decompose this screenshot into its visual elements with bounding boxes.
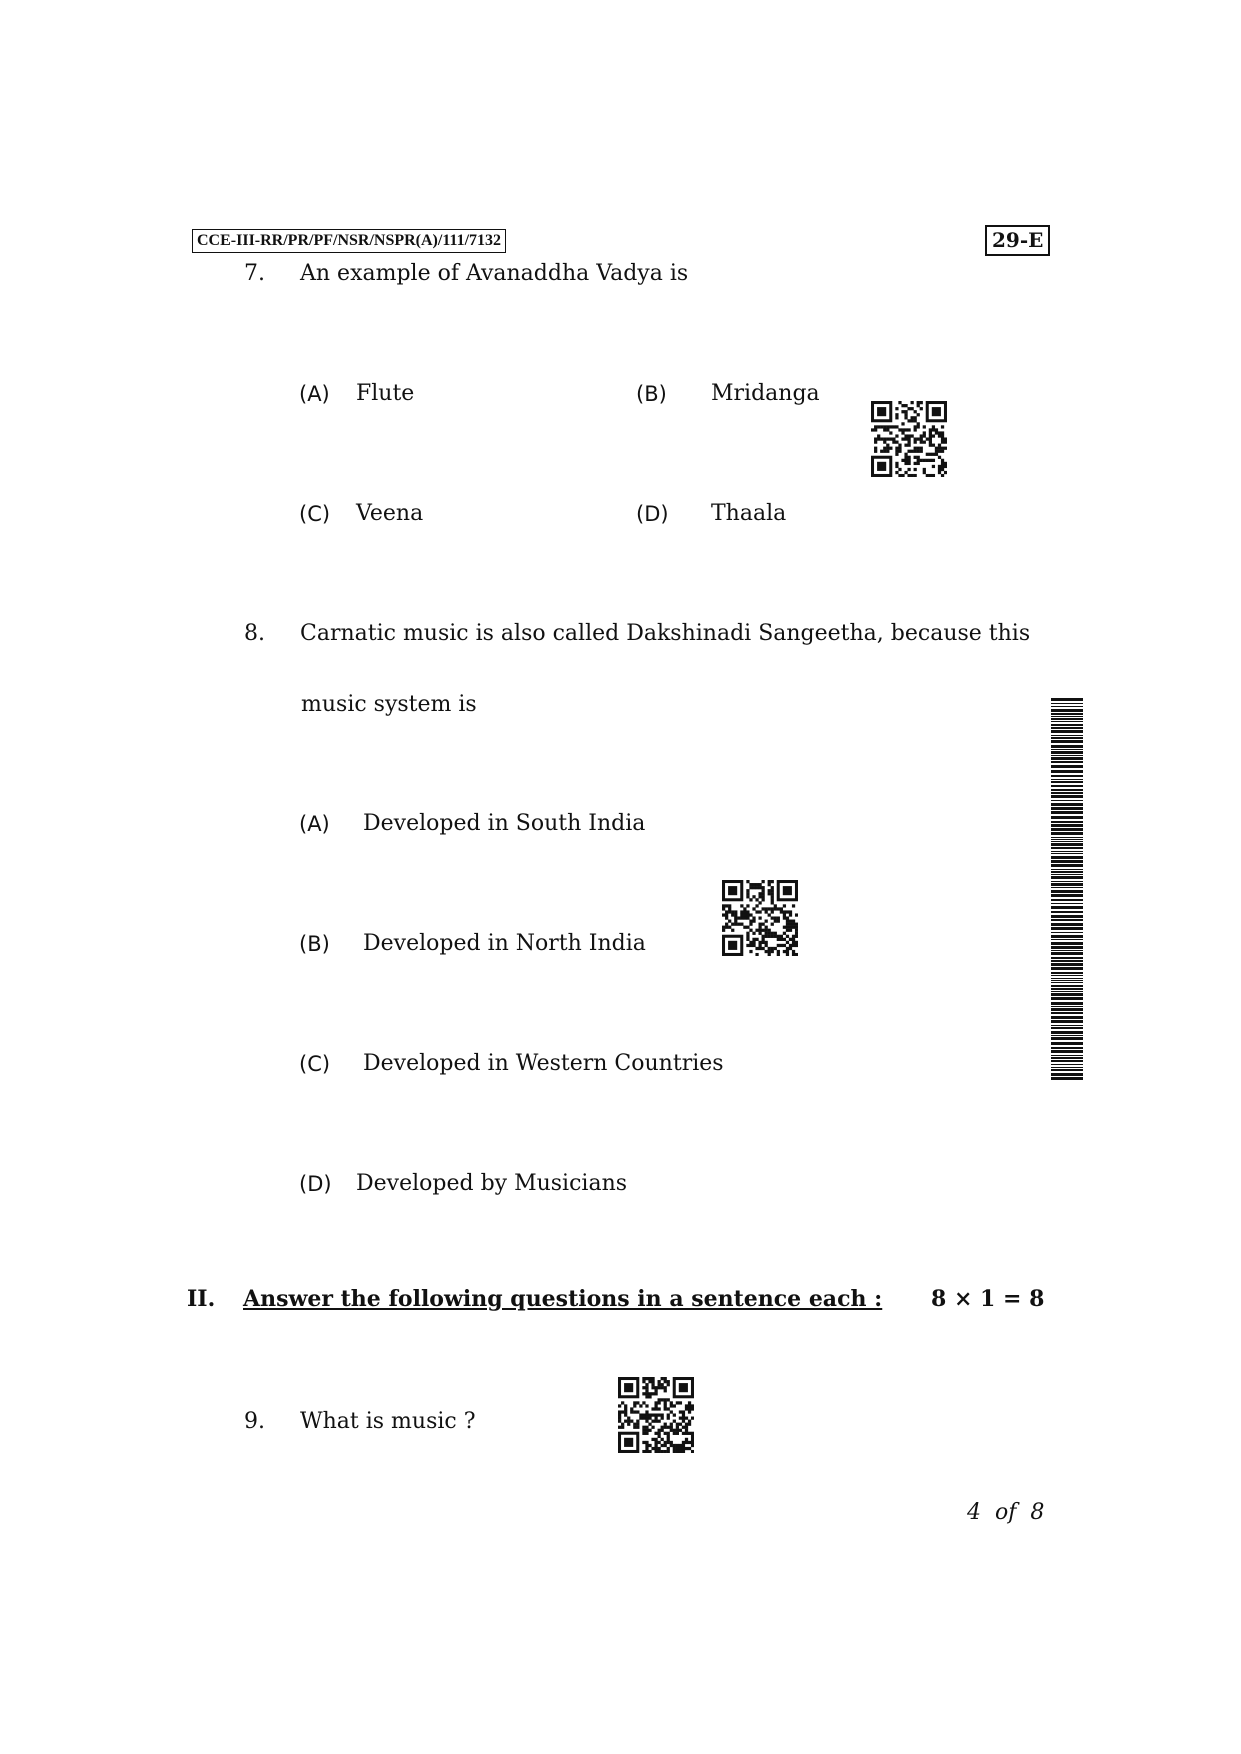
q8-option-c-text: Developed in Western Countries [363,1051,724,1076]
q7-option-a-text: Flute [356,381,415,406]
question-7-text: An example of Avanaddha Vadya is [300,261,689,286]
q8-option-d-label: (D) [299,1172,332,1196]
q7-option-d-label: (D) [636,502,669,526]
page-number [967,1500,1044,1526]
question-8-number: 8. [244,621,265,646]
q8-option-a-label: (A) [299,812,330,836]
q7-option-b-text: Mridanga [711,381,820,406]
page-current: 4 [967,1500,981,1525]
question-7-number: 7. [244,261,265,286]
section-marks: 8 × 1 = 8 [931,1286,1045,1312]
q7-option-a-label: (A) [299,382,330,406]
q8-option-b-text: Developed in North India [363,931,646,956]
q8-option-b-label: (B) [299,932,330,956]
question-8-text-line2: music system is [301,692,477,717]
q7-option-c-text: Veena [356,501,424,526]
subject-code: 29-E [985,225,1050,256]
qr-code-icon [722,880,798,956]
q8-option-d-text: Developed by Musicians [356,1171,628,1196]
question-8-text-line1: Carnatic music is also called Dakshinadi Sangeetha, because this [300,621,1031,646]
barcode-icon [1051,698,1083,1080]
q8-option-c-label: (C) [299,1052,331,1076]
paper-code: CCE-III-RR/PR/PF/NSR/NSPR(A)/111/7132 [192,229,506,253]
section-title: Answer the following questions in a sentence each : [243,1286,883,1312]
q8-option-a-text: Developed in South India [363,811,646,836]
page-total: 8 [1030,1500,1045,1525]
question-9-number: 9. [244,1409,265,1434]
qr-code-icon [618,1377,694,1453]
section-numeral: II. [187,1286,216,1312]
page-of: of [995,1500,1017,1525]
qr-code-icon [871,401,947,477]
q7-option-b-label: (B) [636,382,667,406]
q7-option-c-label: (C) [299,502,331,526]
question-9-text: What is music ? [300,1409,476,1434]
q7-option-d-text: Thaala [711,501,787,526]
